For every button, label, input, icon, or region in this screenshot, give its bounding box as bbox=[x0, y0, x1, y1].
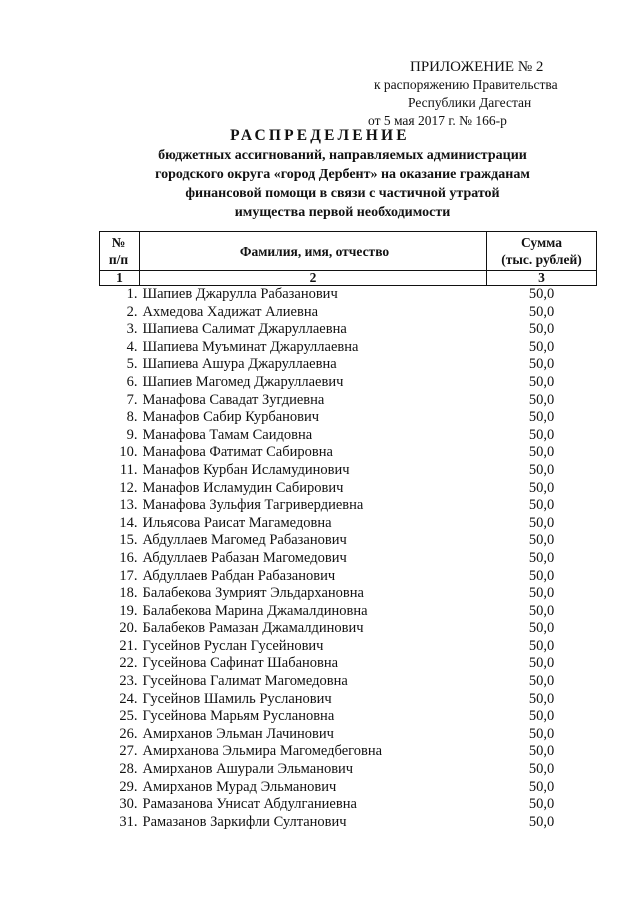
table-row bbox=[100, 726, 597, 744]
row-name: Манафов Сабир Курбанович bbox=[142, 409, 320, 426]
column-number-row bbox=[100, 271, 597, 286]
row-sum: 50,0 bbox=[528, 743, 555, 760]
row-name: Балабекова Зумрият Эльдархановна bbox=[142, 585, 364, 602]
row-sum: 50,0 bbox=[528, 549, 555, 566]
subtitle-line: бюджетных ассигнований, направляемых администрации bbox=[158, 148, 527, 163]
row-sum: 50,0 bbox=[528, 761, 555, 778]
table-row bbox=[100, 814, 597, 832]
row-sum: 50,0 bbox=[528, 338, 555, 355]
row-number: 20. bbox=[119, 620, 138, 637]
row-name: Абдуллаев Магомед Рабазанович bbox=[142, 532, 347, 549]
row-name: Рамазанов Заркифли Султанович bbox=[142, 813, 347, 830]
row-number: 16. bbox=[119, 549, 138, 566]
row-number: 27. bbox=[119, 743, 138, 760]
row-sum: 50,0 bbox=[528, 409, 555, 426]
row-number: 1. bbox=[126, 286, 138, 302]
row-number: 28. bbox=[119, 761, 138, 778]
row-sum: 50,0 bbox=[528, 356, 555, 373]
row-number: 30. bbox=[119, 796, 138, 813]
row-sum: 50,0 bbox=[528, 497, 555, 514]
row-name: Амирханова Эльмира Магомедбеговна bbox=[142, 743, 383, 760]
column-number-1: 1 bbox=[100, 271, 140, 286]
row-sum: 50,0 bbox=[528, 286, 555, 302]
row-sum: 50,0 bbox=[528, 602, 555, 619]
row-number: 29. bbox=[119, 778, 138, 795]
row-sum: 50,0 bbox=[528, 725, 555, 742]
column-number-2: 2 bbox=[140, 271, 487, 286]
row-number: 4. bbox=[126, 338, 138, 355]
table-row bbox=[100, 480, 597, 498]
row-sum: 50,0 bbox=[528, 796, 555, 813]
subtitle-line: финансовой помощи в связи с частичной утратой bbox=[185, 186, 500, 201]
row-sum: 50,0 bbox=[528, 479, 555, 496]
table-row bbox=[100, 409, 597, 427]
row-number: 5. bbox=[126, 356, 138, 373]
header-sum bbox=[487, 232, 597, 271]
table-row bbox=[100, 796, 597, 814]
row-name: Абдуллаев Рабдан Рабазанович bbox=[142, 567, 336, 584]
row-name: Ахмедова Хадижат Алиевна bbox=[142, 303, 319, 320]
row-number: 26. bbox=[119, 725, 138, 742]
table-row bbox=[100, 462, 597, 480]
row-sum: 50,0 bbox=[528, 567, 555, 584]
row-number: 31. bbox=[119, 813, 138, 830]
row-sum: 50,0 bbox=[528, 813, 555, 830]
row-sum: 50,0 bbox=[528, 778, 555, 795]
table-body bbox=[100, 286, 597, 832]
row-number: 21. bbox=[119, 637, 138, 654]
row-name: Балабекова Марина Джамалдиновна bbox=[142, 602, 368, 619]
row-number: 13. bbox=[119, 497, 138, 514]
row-sum: 50,0 bbox=[528, 637, 555, 654]
column-number-3: 3 bbox=[487, 271, 597, 286]
table-row bbox=[100, 339, 597, 357]
table-row bbox=[100, 761, 597, 779]
row-number: 2. bbox=[126, 303, 138, 320]
table-row bbox=[100, 374, 597, 392]
row-sum: 50,0 bbox=[528, 690, 555, 707]
row-sum: 50,0 bbox=[528, 655, 555, 672]
row-sum: 50,0 bbox=[528, 303, 555, 320]
row-name: Шапиева Салимат Джаруллаевна bbox=[142, 321, 347, 338]
row-sum: 50,0 bbox=[528, 391, 555, 408]
row-name: Манафова Фатимат Сабировна bbox=[142, 444, 333, 461]
row-number: 7. bbox=[126, 391, 138, 408]
header-number-line2: п/п bbox=[108, 252, 129, 267]
row-number: 24. bbox=[119, 690, 138, 707]
table-row bbox=[100, 356, 597, 374]
table-row bbox=[100, 304, 597, 322]
row-number: 23. bbox=[119, 673, 138, 690]
subtitle-line: городского округа «город Дербент» на оказание гражданам bbox=[155, 167, 530, 182]
appendix-republic-line: Республики Дагестан bbox=[408, 95, 532, 110]
row-name: Манафова Савадат Зугдиевна bbox=[142, 391, 325, 408]
row-number: 12. bbox=[119, 479, 138, 496]
table-row bbox=[100, 321, 597, 339]
row-name: Гусейнова Марьям Руслановна bbox=[142, 708, 335, 725]
table-row bbox=[100, 620, 597, 638]
row-sum: 50,0 bbox=[528, 444, 555, 461]
table-row bbox=[100, 550, 597, 568]
row-name: Амирханов Эльман Лачинович bbox=[142, 725, 334, 742]
table-row bbox=[100, 497, 597, 515]
table-row bbox=[100, 603, 597, 621]
row-name: Манафова Тамам Саидовна bbox=[142, 426, 313, 443]
table-row bbox=[100, 655, 597, 673]
table-row bbox=[100, 392, 597, 410]
row-name: Манафов Исламудин Сабирович bbox=[142, 479, 344, 496]
row-number: 6. bbox=[126, 373, 138, 390]
row-name: Шапиева Ашура Джаруллаевна bbox=[142, 356, 337, 373]
appendix-header bbox=[360, 58, 590, 130]
row-name: Рамазанова Унисат Абдулганиевна bbox=[142, 796, 357, 813]
row-sum: 50,0 bbox=[528, 620, 555, 637]
row-number: 17. bbox=[119, 567, 138, 584]
row-name: Гусейнова Галимат Магомедовна bbox=[142, 673, 348, 690]
row-number: 9. bbox=[126, 426, 138, 443]
row-number: 25. bbox=[119, 708, 138, 725]
row-sum: 50,0 bbox=[528, 532, 555, 549]
row-number: 15. bbox=[119, 532, 138, 549]
document-title: РАСПРЕДЕЛЕНИЕ bbox=[230, 127, 410, 144]
row-sum: 50,0 bbox=[528, 673, 555, 690]
header-name: Фамилия, имя, отчество bbox=[140, 232, 487, 271]
row-name: Шапиев Магомед Джаруллаевич bbox=[142, 373, 344, 390]
row-number: 10. bbox=[119, 444, 138, 461]
row-number: 14. bbox=[119, 514, 138, 531]
table-row bbox=[100, 286, 597, 304]
header-number-line1: № bbox=[111, 235, 126, 250]
table-row bbox=[100, 532, 597, 550]
row-number: 19. bbox=[119, 602, 138, 619]
header-sum-line1: Сумма bbox=[520, 235, 563, 250]
row-name: Шапиев Джарулла Рабазанович bbox=[142, 286, 338, 302]
row-number: 18. bbox=[119, 585, 138, 602]
row-sum: 50,0 bbox=[528, 321, 555, 338]
table-row bbox=[100, 673, 597, 691]
table-row bbox=[100, 515, 597, 533]
row-name: Манафов Курбан Исламудинович bbox=[142, 461, 350, 478]
row-number: 22. bbox=[119, 655, 138, 672]
row-sum: 50,0 bbox=[528, 708, 555, 725]
table-row bbox=[100, 427, 597, 445]
table-row bbox=[100, 691, 597, 709]
row-sum: 50,0 bbox=[528, 373, 555, 390]
header-sum-line2: (тыс. рублей) bbox=[501, 252, 582, 267]
row-name: Гусейнова Сафинат Шабановна bbox=[142, 655, 339, 672]
table-row bbox=[100, 568, 597, 586]
table-row bbox=[100, 743, 597, 761]
document-subtitle bbox=[120, 146, 565, 222]
row-name: Амирханов Ашурали Эльманович bbox=[142, 761, 354, 778]
table-header-row bbox=[100, 232, 597, 271]
row-name: Ильясова Раисат Магамедовна bbox=[142, 514, 332, 531]
row-sum: 50,0 bbox=[528, 585, 555, 602]
row-sum: 50,0 bbox=[528, 461, 555, 478]
subtitle-line: имущества первой необходимости bbox=[234, 205, 451, 220]
table-row bbox=[100, 779, 597, 797]
row-name: Балабеков Рамазан Джамалдинович bbox=[142, 620, 364, 637]
distribution-table bbox=[99, 231, 597, 831]
row-number: 3. bbox=[126, 321, 138, 338]
row-number: 8. bbox=[126, 409, 138, 426]
row-name: Гусейнов Шамиль Русланович bbox=[142, 690, 332, 707]
table-row bbox=[100, 708, 597, 726]
row-name: Гусейнов Руслан Гусейнович bbox=[142, 637, 324, 654]
row-name: Манафова Зульфия Тагривердиевна bbox=[142, 497, 364, 514]
row-name: Амирханов Мурад Эльманович bbox=[142, 778, 337, 795]
table-row bbox=[100, 585, 597, 603]
row-name: Шапиева Муъминат Джаруллаевна bbox=[142, 338, 359, 355]
row-sum: 50,0 bbox=[528, 514, 555, 531]
appendix-date-line: от 5 мая 2017 г. № 166-р bbox=[368, 113, 507, 128]
appendix-number: ПРИЛОЖЕНИЕ № 2 bbox=[410, 59, 544, 75]
row-number: 11. bbox=[119, 461, 138, 478]
header-number bbox=[100, 232, 140, 271]
appendix-order-line: к распоряжению Правительства bbox=[374, 77, 558, 92]
table-row bbox=[100, 444, 597, 462]
row-sum: 50,0 bbox=[528, 426, 555, 443]
row-name: Абдуллаев Рабазан Магомедович bbox=[142, 549, 347, 566]
table-row bbox=[100, 638, 597, 656]
